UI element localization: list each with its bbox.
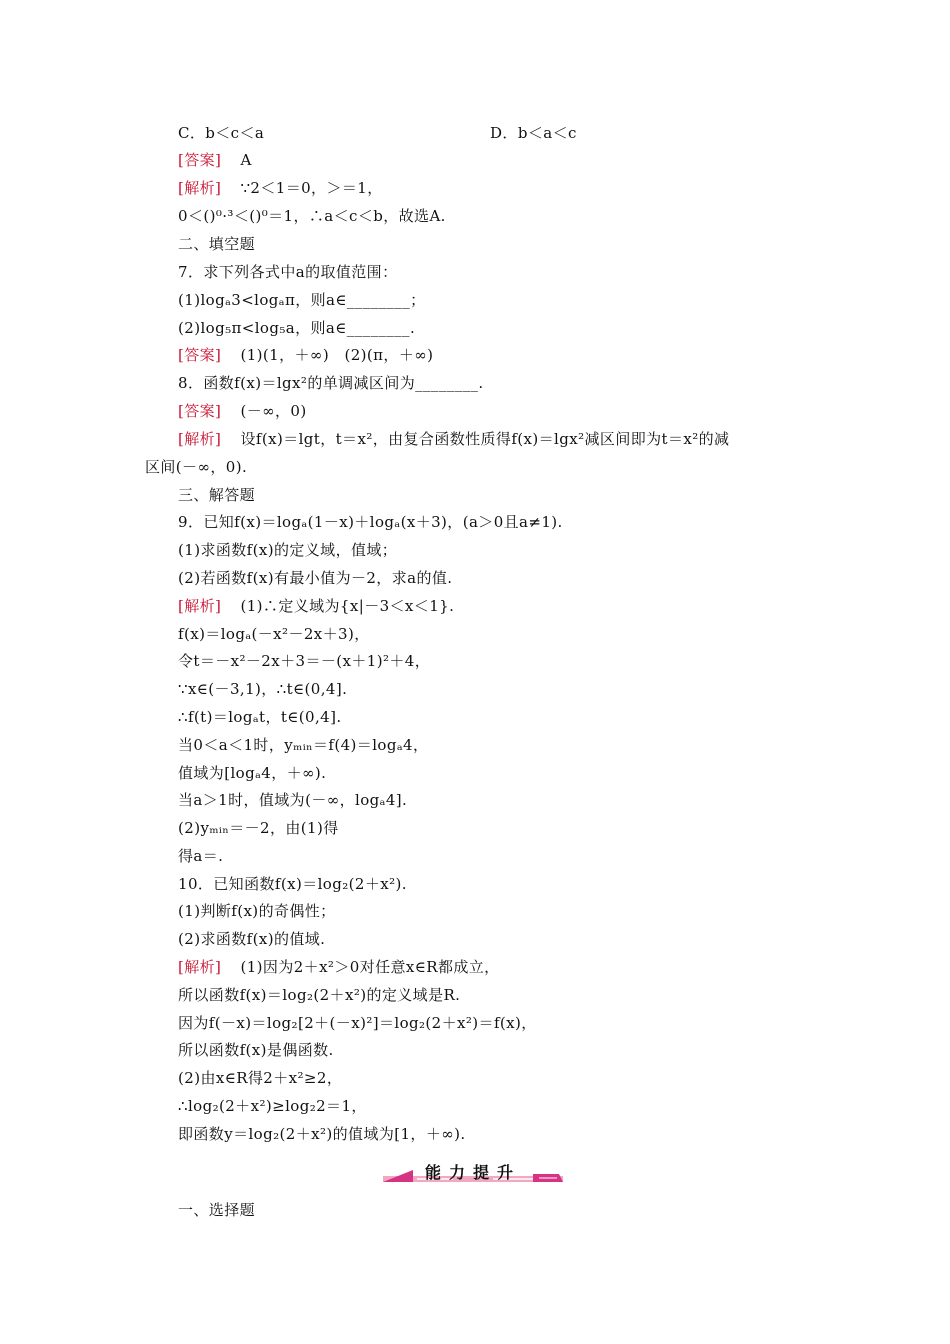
analysis-tag: [解析] — [178, 958, 222, 976]
section-choice-heading: 一、选择题 — [178, 1201, 256, 1219]
option-c: C．b＜c＜a — [178, 124, 265, 142]
q6-answer-row — [178, 150, 252, 170]
q8-analysis-row — [178, 429, 729, 449]
q9-solution-8: 当a＞1时，值域为(－∞，logₐ4]. — [178, 791, 408, 809]
q9-analysis-row — [178, 596, 454, 616]
q9-solution-10: 得a＝. — [178, 847, 224, 865]
q10-analysis-row — [178, 957, 500, 977]
answer-tag: [答案] — [178, 346, 222, 364]
q8-analysis-1: 设f(x)＝lgt，t＝x²，由复合函数性质得f(x)＝lgx²减区间即为t＝x²的减 — [240, 430, 730, 448]
q10-part1: (1)判断f(x)的奇偶性； — [178, 902, 336, 920]
q10-solution-3: 因为f(－x)＝log₂[2＋(－x)²]＝log₂(2＋x²)＝f(x)， — [178, 1014, 537, 1032]
q10-solution-4: 所以函数f(x)是偶函数. — [178, 1041, 334, 1059]
q9-part1: (1)求函数f(x)的定义域，值域； — [178, 541, 398, 559]
q9-solution-9: (2)yₘᵢₙ＝－2，由(1)得 — [178, 819, 339, 837]
q6-answer: A — [240, 151, 252, 169]
q8-stem: 8．函数f(x)＝lgx²的单调减区间为________. — [178, 374, 484, 392]
q9-solution-2: f(x)＝logₐ(－x²－2x＋3)， — [178, 625, 370, 643]
analysis-tag: [解析] — [178, 430, 222, 448]
answer-tag: [答案] — [178, 151, 222, 169]
answer-tag: [答案] — [178, 402, 222, 420]
q6-analysis-1: ∵2＜1＝0，＞＝1， — [240, 179, 383, 197]
banner-title: 能力提升 — [424, 1163, 521, 1182]
q7-part1: (1)logₐ3<logₐπ，则a∈________； — [178, 291, 426, 309]
q9-stem: 9．已知f(x)＝logₐ(1－x)＋logₐ(x＋3)，(a＞0且a≠1). — [178, 513, 563, 531]
analysis-tag: [解析] — [178, 597, 222, 615]
section-fill-heading: 二、填空题 — [178, 235, 256, 253]
section-solve-heading: 三、解答题 — [178, 486, 256, 504]
q8-analysis-2: 区间(－∞，0). — [145, 458, 248, 476]
q7-stem: 7．求下列各式中a的取值范围： — [178, 263, 398, 281]
q10-solution-2: 所以函数f(x)＝log₂(2＋x²)的定义域是R. — [178, 986, 461, 1004]
q9-solution-4: ∵x∈(－3,1)，∴t∈(0,4]. — [178, 680, 348, 698]
q10-part2: (2)求函数f(x)的值域. — [178, 930, 326, 948]
analysis-tag: [解析] — [178, 179, 222, 197]
q8-answer: (－∞，0) — [240, 402, 307, 420]
q7-answer-row — [178, 345, 433, 365]
q10-stem: 10．已知函数f(x)＝log₂(2＋x²). — [178, 875, 407, 893]
q10-solution-7: 即函数y＝log₂(2＋x²)的值域为[1，＋∞). — [178, 1125, 466, 1143]
q10-solution-5: (2)由x∈R得2＋x²≥2， — [178, 1069, 343, 1087]
q9-solution-5: ∴f(t)＝logₐt，t∈(0,4]. — [178, 708, 342, 726]
q9-solution-3: 令t＝－x²－2x＋3＝－(x＋1)²＋4， — [178, 652, 431, 670]
q10-solution-6: ∴log₂(2＋x²)≥log₂2＝1， — [178, 1097, 367, 1115]
q7-answer: (1)(1，＋∞) (2)(π，＋∞) — [240, 346, 434, 364]
q9-part2: (2)若函数f(x)有最小值为－2，求a的值. — [178, 569, 453, 587]
q9-solution-1: (1)∴定义域为{x|－3＜x＜1}. — [240, 597, 455, 615]
q8-answer-row — [178, 401, 307, 421]
q6-analysis-2: 0＜()⁰·³＜()⁰＝1，∴a＜c＜b，故选A. — [178, 207, 446, 225]
q6-analysis-row — [178, 178, 383, 198]
q10-solution-1: (1)因为2＋x²＞0对任意x∈R都成立， — [240, 958, 500, 976]
q9-solution-6: 当0＜a＜1时，yₘᵢₙ＝f(4)＝logₐ4， — [178, 736, 429, 754]
ability-banner — [383, 1160, 563, 1184]
option-d: D．b＜a＜c — [490, 124, 577, 142]
q9-solution-7: 值域为[logₐ4，＋∞). — [178, 764, 327, 782]
q7-part2: (2)log₅π<log₅a，则a∈________. — [178, 319, 416, 337]
